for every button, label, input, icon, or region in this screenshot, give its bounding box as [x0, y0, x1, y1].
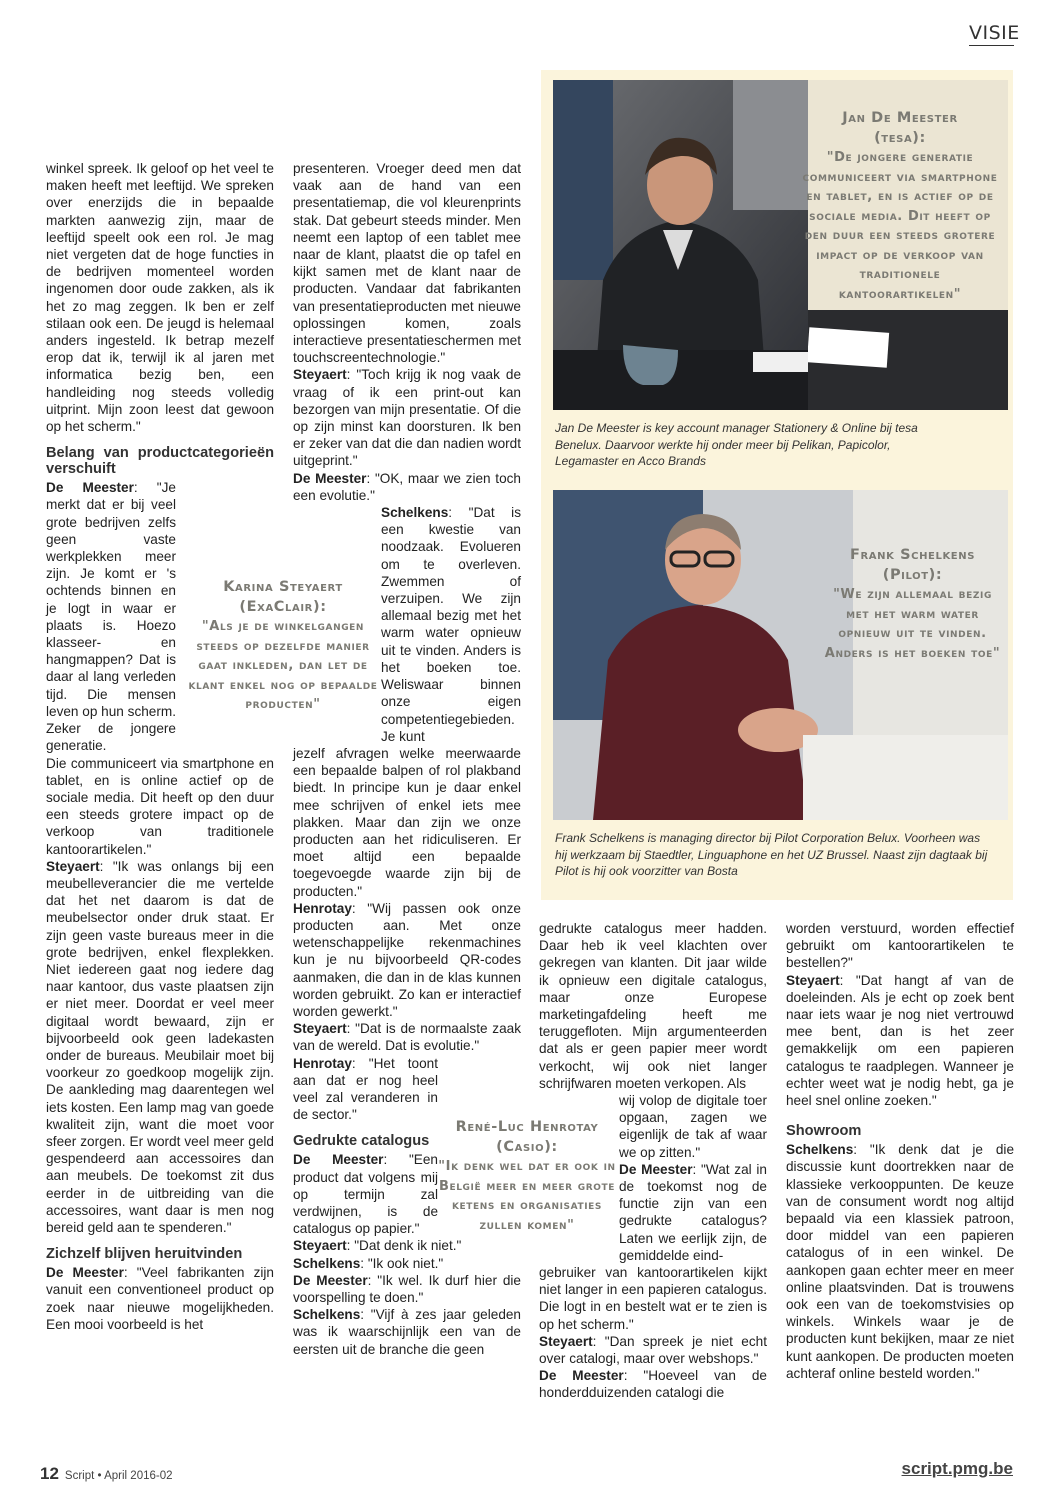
paragraph-text: : "Je merkt dat er bij veel grote bedrijven zelfs geen vaste werkplekken meer zijn. Je komt er 's ochtends binnen en je logt in waar er plaats is. Hoezo klasseer- en hangmappen? Dat is daar al lang verleden tijd. Die mensen leven op hun scherm. Zeker de jongere generatie.	[46, 480, 176, 754]
paragraph: gebruiker van kantoorartikelen kijkt niet langer in een papieren catalogus. Die logt in en bestelt wat er te zien is op het scherm."	[539, 1265, 767, 1332]
speaker: De Meester	[293, 1272, 368, 1288]
paragraph-text: : "Ik ook niet."	[360, 1255, 444, 1271]
paragraph-text: : "Ik denk dat je die discussie kunt doortrekken naar de klassieke verkooppunten. De keuze van de consument wordt nog altijd bepaald via een klassiek patroon, door middel van een papieren catalogus of in een winkel. De aankopen gaan echter meer en meer online plaatsvinden. Dat is trouwens ook een van de toekomstvisies op winkels. Winkels waar je de producten kunt bekijken, maar ze niet kunt aankopen. De producten moeten achteraf online besteld worden."	[786, 1142, 1014, 1381]
column-4	[786, 920, 1014, 1382]
caption-de-meester: Jan De Meester is key account manager Stationery & Online bij tesa Benelux. Daarvoor werkte hij onder meer bij Pelikan, Papicolor, Legamaster en Acco Brands	[555, 421, 918, 468]
speaker: Steyaert	[46, 858, 100, 874]
speaker: De Meester	[293, 1152, 384, 1168]
photo-jan-de-meester	[553, 80, 808, 410]
paragraph: jezelf afvragen welke meerwaarde een bepaalde balpen of rol plakband biedt. In principe kun je daar enkel mee schrijven of enkel iets mee plakken. Maar dan zijn we onze producten aan het ridiculiseren. Er moet altijd een bepaalde toegevoegde waarde zijn bij de producten."	[293, 745, 521, 899]
quote-name: Jan De Meester	[842, 110, 958, 126]
paragraph	[293, 1237, 521, 1254]
paragraph-text: : "Dat denk ik niet."	[346, 1238, 462, 1254]
speaker: De Meester	[293, 470, 367, 486]
speaker: Schelkens	[293, 1255, 361, 1271]
paragraph: wij volop de digitale toer opgaan, zagen we eigenlijk de tak af waar we op zitten."	[619, 1093, 767, 1160]
caption-schelkens: Frank Schelkens is managing director bij Pilot Corporation Belux. Voorheen was hij werkzaam bij Staedtler, Linguaphone en het UZ Brussel. Naast zijn dagtaak bij Pilot is hij ook voorzitter van Bosta	[555, 831, 988, 878]
paragraph: presenteren. Vroeger deed men dat vaak aan de hand van een presentatiemap, die vol kleurenprints stak. Dat gebeurt steeds minder. Men neemt een laptop of een tablet mee naar de klant, plaatst die op tafel en kijkt samen met de klant naar de producten. Vandaar dat fabrikanten van presentatieproducten met nieuwe oplossingen komen, zoals interactieve presentatieschermen met touchscreentechnologie."	[293, 161, 521, 366]
paragraph-text: : "Ik was onlangs bij een meubelleverancier die me vertelde dat het net daarom is dat de meubelsector onder druk staat. Er zijn geen vaste bureaus meer in die grote bedrijven, enkel flexplekken. Niet iedereen gaat nog iedere dag naar kantoor, dus vaste plaatsen zijn er niet meer. Doordat er veel meer digitaal wordt bewaard, zijn er bijvoorbeeld ook geen ladekasten onder de bureaus. Meubilair moet bij voorkeur zo goedkoop mogelijk zijn. De aankleding mag daarentegen wel iets kosten. Een lamp mag van goede kwaliteit zijn, want die moet voor sfeer zorgen. Er wordt veel meer geld gespendeerd aan accessoires dan aan meubels. De toekomst zit dus eerder in de uitbreiding van die accessoires, want daar is men nog bereid geld aan te spenderen."	[46, 858, 274, 1235]
paragraph-text: : "Dat hangt af van de doeleinden. Als je echt op zoek bent naar iets waar je nog niet vertrouwd mee bent, dan is het zeer gemakkelijk om een papieren catalogus te raadplegen. Wanneer je echter weet wat je nodig hebt, ga je heel snel online zoeken."	[786, 972, 1014, 1109]
paragraph-text: : "Dat is een kwestie van noodzaak. Evolueren om te overleven. Zwemmen of verzuipen. We zijn allemaal bezig met het warm water opnieuw uit te vinden. Anders is het boeken toe. Weliswaar binnen onze eigen competentiegebieden. Je kunt	[381, 505, 521, 744]
speaker: Schelkens	[293, 1307, 361, 1323]
paragraph-text: : "Een product dat volgens mij op termijn zal verdwijnen, is de catalogus op papier."	[293, 1152, 438, 1237]
speaker: De Meester	[46, 1265, 124, 1281]
subheading: Belang van productcategorieën verschuift	[46, 445, 274, 478]
paragraph	[293, 366, 521, 469]
footer-issue	[40, 1464, 173, 1484]
paragraph	[293, 470, 521, 504]
paragraph	[46, 858, 274, 1236]
paragraph	[381, 504, 521, 745]
issue-label: Script • April 2016-02	[64, 1470, 173, 1482]
paragraph-text: : "Dan spreek je niet echt over catalogi, maar over webshops."	[539, 1333, 767, 1367]
subheading: Zichzelf blijven heruitvinden	[46, 1246, 243, 1263]
paragraph	[293, 1055, 438, 1124]
paragraph: winkel spreek. Ik geloof op het veel te maken heeft met leeftijd. We spreken over enerzijds die in bepaalde markten aanwezig zijn, maar de leeftijd speelt ook een rol. Je mag niet vergeten dat de hoge functies in de bedrijven momenteel worden ingenomen door oude zakken, als ik het zo mag zeggen. Ik ben er zelf stilaan ook een. De jeugd is helemaal anders ingesteld. Ik betrap mezelf erop dat ik, terwijl ik al jaren met informatica bezig ben, een handleiding nog steeds volledig uitprint. Mijn zoon leest dat gewoon op het scherm."	[46, 161, 274, 435]
paragraph	[293, 1306, 521, 1358]
speaker: Steyaert	[539, 1333, 593, 1349]
paragraph-text: : "Het toont aan dat er nog heel veel zal veranderen in de sector."	[293, 1055, 438, 1123]
section-label: VISIE	[969, 22, 1020, 44]
speaker: Steyaert	[293, 1238, 347, 1254]
quote-text: "De jongere generatie communiceert via smartphone en tablet, en is actief op de sociale media. Dit heeft op den duur een steeds grotere impact op de verkoop van traditionele kantoorartikelen"	[802, 150, 998, 302]
quote-org: (ExaClair):	[239, 599, 327, 615]
speaker: Steyaert	[293, 367, 347, 383]
quote-name: Karina Steyaert	[223, 579, 343, 595]
subheading: Gedrukte catalogus	[293, 1133, 430, 1150]
paragraph	[293, 1020, 521, 1054]
column-3	[539, 920, 767, 1402]
paragraph	[786, 972, 1014, 1110]
subheading: Showroom	[786, 1123, 862, 1140]
portrait-illustration	[553, 80, 808, 410]
column-1	[46, 160, 274, 1333]
speaker: Schelkens	[786, 1142, 854, 1158]
paragraph-text: : "OK, maar we zien toch een evolutie."	[293, 470, 521, 503]
quote-org: (tesa):	[874, 130, 926, 146]
speaker: Henrotay	[293, 900, 352, 916]
quote-text: "Ik denk wel dat er ook in België meer en meer grote ketens en organisaties zullen komen"	[438, 1159, 616, 1233]
quote-text: "Als je de winkelgangen steeds op dezelfde manier gaat inkleden, dan let de klant enkel nog op bepaalde producten"	[188, 619, 378, 712]
pull-quote-de-meester	[800, 108, 1000, 304]
paragraph	[619, 1161, 767, 1264]
footer-website-link[interactable]: script.pmg.be	[901, 1459, 1013, 1478]
paragraph	[786, 1141, 1014, 1382]
paragraph-text: : "Vijf à zes jaar geleden was ik waarschijnlijk een van de eersten uit de branche die geen	[293, 1307, 521, 1357]
paragraph	[539, 1333, 767, 1367]
paragraph	[46, 1264, 274, 1333]
quote-org: (Casio):	[496, 1139, 558, 1155]
speaker: Henrotay	[293, 1055, 352, 1071]
paragraph-text: : "Wij passen ook onze producten aan. Met onze wetenschappelijke rekenmachines kun je nu bijvoorbeeld QR-codes aanmaken, die dan in de klas kunnen worden gebruikt. Zo kan er interactief worden gewerkt."	[293, 900, 521, 1019]
paragraph-text: : "Dat is de normaalste zaak van de wereld. Dat is evolutie."	[293, 1021, 521, 1054]
quote-org: (Pilot):	[882, 567, 943, 583]
paragraph	[293, 900, 521, 1020]
paragraph: gedrukte catalogus meer hadden. Daar heb ik veel klachten over gekregen van klanten. Dit jaar wilde ik opnieuw een digitale catalogus, maar onze Europese marketingafdeling heeft me teruggefloten. Mijn argumenteerden dat als er geen papier meer wordt verkocht, wij ook niet langer schrijfwaren moeten verkopen. Als	[539, 921, 767, 1091]
section-underline	[969, 45, 1014, 46]
paragraph: Die communiceert via smartphone en tablet, en is online actief op de sociale media. Dit heeft op den duur een steeds grotere impact op de verkoop van traditionele kantoorartikelen."	[46, 755, 274, 857]
quote-text: "We zijn allemaal bezig met het warm water opnieuw uit te vinden. Anders is het boeken toe"	[824, 587, 1001, 661]
speaker: De Meester	[539, 1368, 624, 1384]
paragraph	[293, 1151, 438, 1237]
paragraph	[293, 1255, 521, 1272]
speaker: Steyaert	[293, 1021, 347, 1037]
page-number: 12	[40, 1464, 59, 1483]
paragraph-text: : "Toch krijg ik nog vaak de vraag of ik een print-out kan bezorgen van mijn presentatie. Of die op zijn minst kan doorsturen. Ik ben er zeker van dat die dan nadien wordt uitgeprint."	[293, 367, 521, 469]
quote-name: René-Luc Henrotay	[455, 1119, 599, 1135]
paragraph-text: : "Veel fabrikanten zijn vanuit een conventioneel product op zoek naar nieuwe mogelijkheden. Een mooi voorbeeld is het	[46, 1265, 274, 1332]
speaker: De Meester	[46, 480, 134, 496]
paragraph	[46, 479, 176, 754]
paragraph-text: : "Wat zal in de toekomst nog de functie zijn van een gedrukte catalogus? Laten we eerlijk zijn, de gemiddelde eind-	[619, 1161, 767, 1263]
speaker: Schelkens	[381, 505, 449, 521]
paragraph-text: : "Ik wel. Ik durf hier die voorspelling te doen."	[293, 1272, 521, 1305]
speaker: De Meester	[619, 1161, 693, 1177]
paragraph-text: : "Hoeveel van de honderdduizenden catalogi die	[539, 1368, 767, 1401]
paragraph	[293, 1272, 521, 1306]
paragraph: worden verstuurd, worden effectief gebruikt om kantoorartikelen te bestellen?"	[786, 921, 1014, 971]
speaker: Steyaert	[786, 972, 840, 988]
paragraph	[539, 1367, 767, 1401]
pull-quote-schelkens	[820, 545, 1005, 663]
quote-name: Frank Schelkens	[849, 547, 976, 563]
